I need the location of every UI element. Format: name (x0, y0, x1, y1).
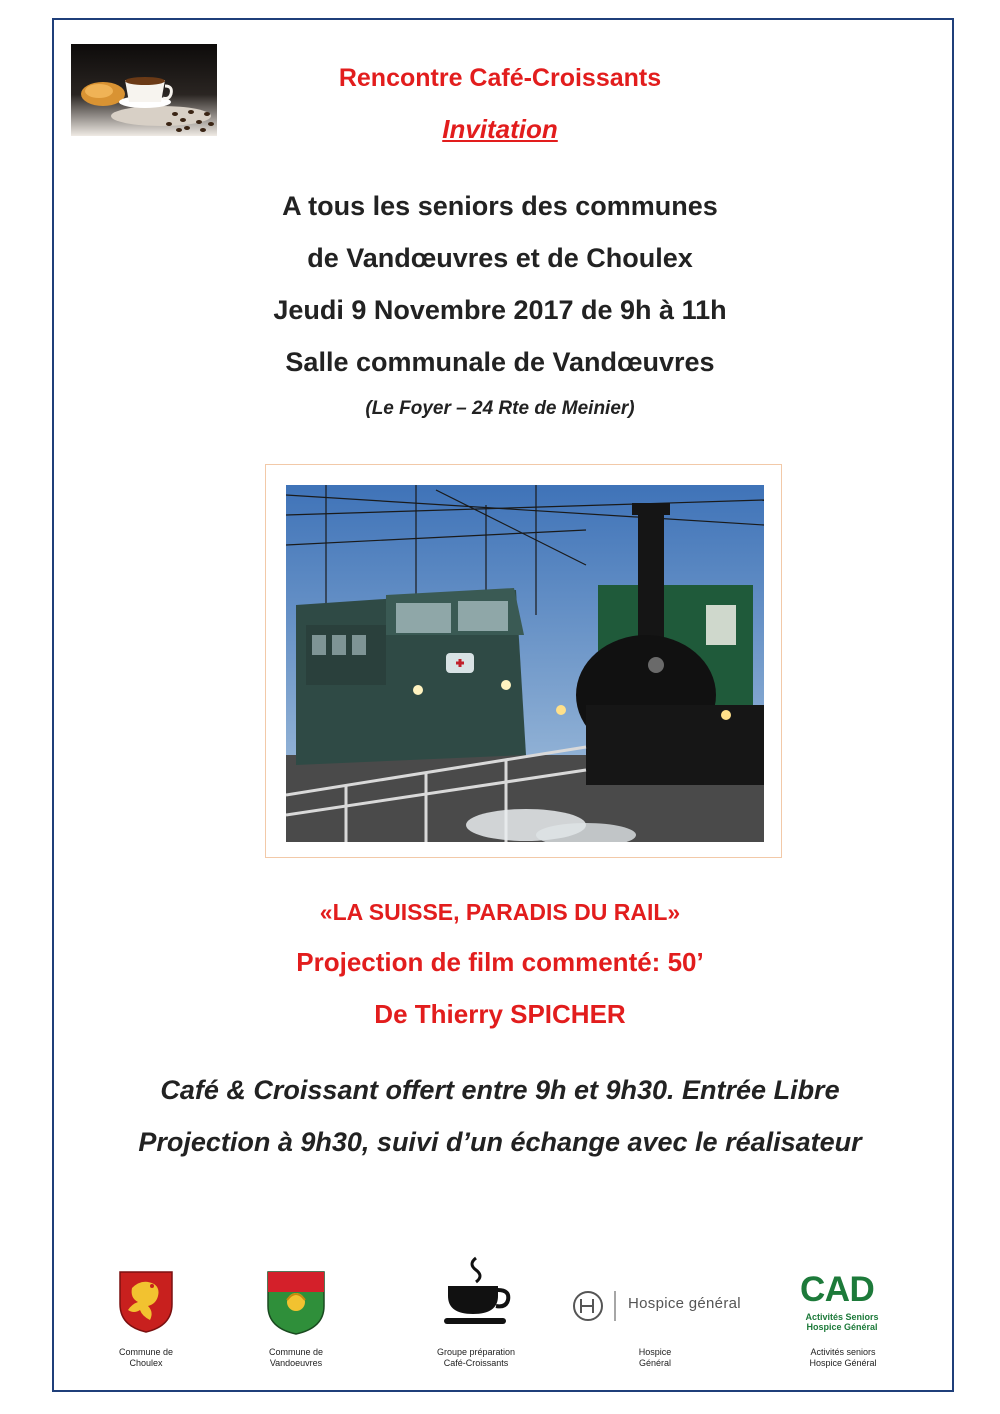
film-projection-info: Projection de film commenté: 50’ (296, 947, 704, 977)
caption-line: Café-Croissants (443, 1358, 509, 1368)
event-venue: Salle communale de Vandœuvres (285, 347, 715, 377)
train-photo (286, 485, 764, 842)
hospice-general-logo (571, 1289, 619, 1323)
caption-line: Général (638, 1358, 672, 1368)
caption-line: Groupe préparation (436, 1347, 516, 1357)
coffee-info: Café & Croissant offert entre 9h et 9h30. Entrée Libre (160, 1075, 840, 1105)
event-date: Jeudi 9 Novembre 2017 de 9h à 11h (273, 295, 727, 325)
caption-line: Hospice Général (809, 1358, 877, 1368)
invitation-heading: Invitation (442, 114, 558, 144)
caption-hospice (615, 1347, 695, 1369)
projection-schedule: Projection à 9h30, suivi d’un échange avec le réalisateur (138, 1127, 862, 1157)
caption-vandoeuvres (256, 1347, 336, 1369)
caption-line: Commune de (118, 1347, 174, 1357)
event-address: (Le Foyer – 24 Rte de Meinier) (365, 398, 635, 419)
audience-line-2: de Vandœuvres et de Choulex (307, 243, 693, 273)
cad-logo: CAD (800, 1270, 875, 1309)
coffee-cup-icon (442, 1256, 512, 1328)
cad-sub-line: Hospice Général (806, 1322, 878, 1332)
vandoeuvres-coat-of-arms-icon (266, 1270, 326, 1336)
cad-sub-line: Activités Seniors (805, 1312, 879, 1322)
caption-cad (793, 1347, 893, 1369)
caption-line: Commune de (268, 1347, 324, 1357)
film-author: De Thierry SPICHER (374, 999, 626, 1029)
caption-line: Choulex (129, 1358, 163, 1368)
caption-line: Activités seniors (810, 1347, 876, 1357)
film-title: «LA SUISSE, PARADIS DU RAIL» (319, 899, 681, 925)
cad-logo-subtitle (790, 1312, 894, 1332)
caption-line: Vandoeuvres (269, 1358, 323, 1368)
choulex-coat-of-arms-icon (118, 1270, 174, 1334)
audience-line-1: A tous les seniors des communes (282, 191, 718, 221)
caption-line: Hospice (638, 1347, 672, 1357)
caption-choulex (106, 1347, 186, 1369)
caption-groupe (426, 1347, 526, 1369)
hospice-general-logo-text: Hospice général (628, 1295, 741, 1312)
event-title: Rencontre Café-Croissants (338, 64, 662, 92)
